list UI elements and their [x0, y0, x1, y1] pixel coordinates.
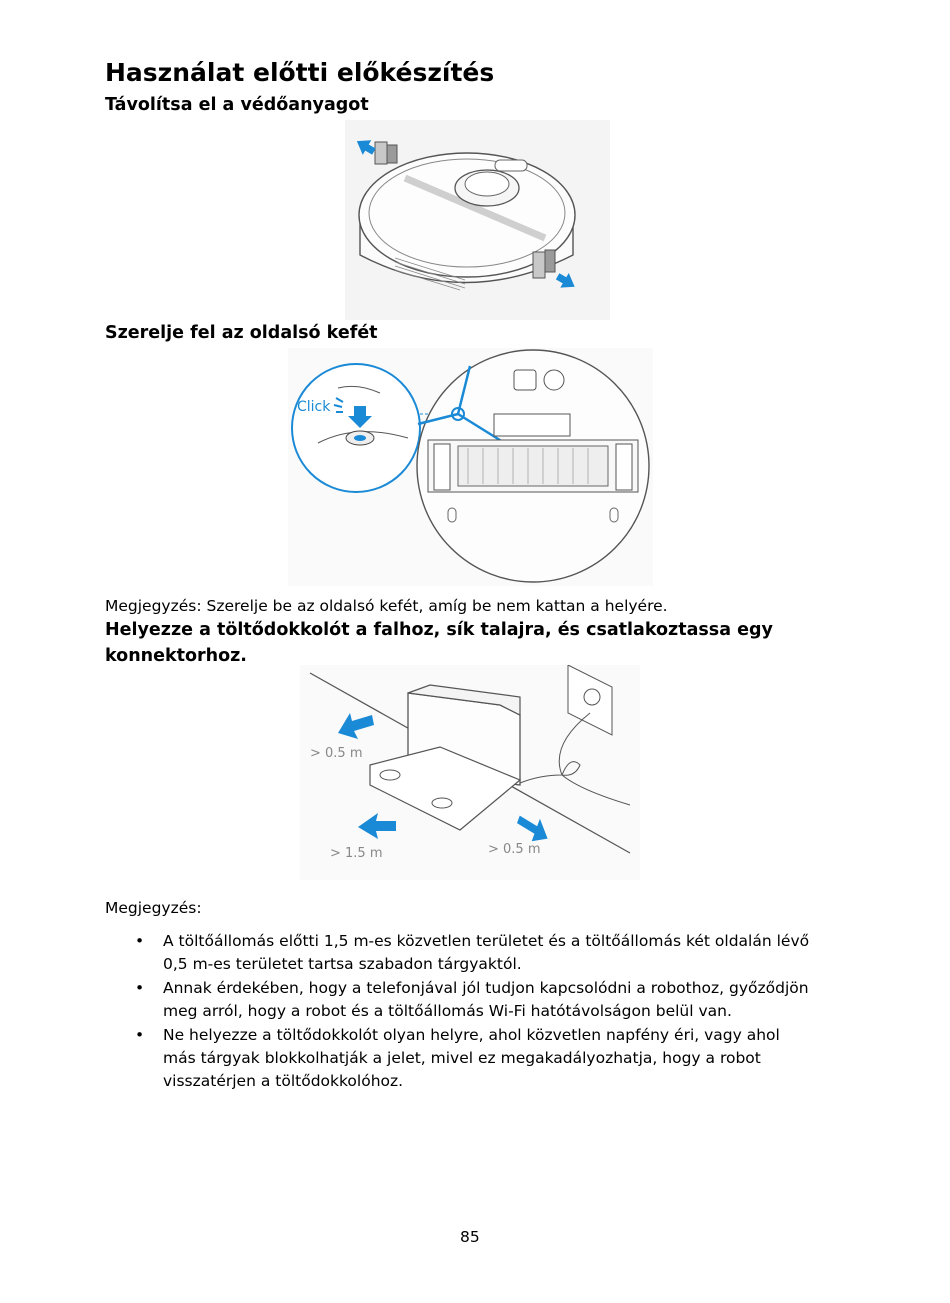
- side-brush-note: Megjegyzés: Szerelje be az oldalsó kefét, amíg be nem kattan a helyére.: [105, 597, 668, 615]
- dock-placement-figure: [300, 665, 640, 880]
- section-heading-side-brush: Szerelje fel az oldalsó kefét: [105, 323, 378, 343]
- list-item: • A töltőállomás előtti 1,5 m-es közvetlen területet és a töltőállomás két oldalán lévő 0,5 m-es területet tartsa szabadon tárgyaktól.: [135, 932, 810, 973]
- bullet-icon: •: [135, 1026, 145, 1044]
- bullet-icon: •: [135, 932, 145, 950]
- side-brush-figure: [288, 348, 653, 586]
- distance-side-label: > 0.5 m: [488, 842, 541, 857]
- bullet-icon: •: [135, 979, 145, 997]
- section-heading-dock-line2: konnektorhoz.: [105, 646, 247, 666]
- page-title: Használat előtti előkészítés: [105, 58, 495, 87]
- section-heading-remove-protection: Távolítsa el a védőanyagot: [105, 95, 369, 115]
- click-label: Click: [297, 399, 331, 415]
- list-item: • Annak érdekében, hogy a telefonjával jól tudjon kapcsolódni a robothoz, győződjön meg arról, hogy a robot és a töltőállomás Wi-Fi hatótávolságon belül van.: [135, 979, 809, 1020]
- robot-protection-figure: [345, 120, 610, 320]
- distance-front-label: > 1.5 m: [330, 846, 383, 861]
- section-heading-dock-line1: Helyezze a töltődokkolót a falhoz, sík talajra, és csatlakoztassa egy: [105, 620, 773, 640]
- dock-notes-list: [105, 930, 845, 1094]
- distance-back-label: > 0.5 m: [310, 746, 363, 761]
- page-number: 85: [460, 1228, 480, 1246]
- dock-note-label: Megjegyzés:: [105, 899, 202, 917]
- list-item: • Ne helyezze a töltődokkolót olyan helyre, ahol közvetlen napfény éri, vagy ahol más tárgyak blokkolhatják a jelet, mivel ez megakadályozhatja, hogy a robot visszatérjen a töltődokkolóhoz.: [135, 1026, 780, 1090]
